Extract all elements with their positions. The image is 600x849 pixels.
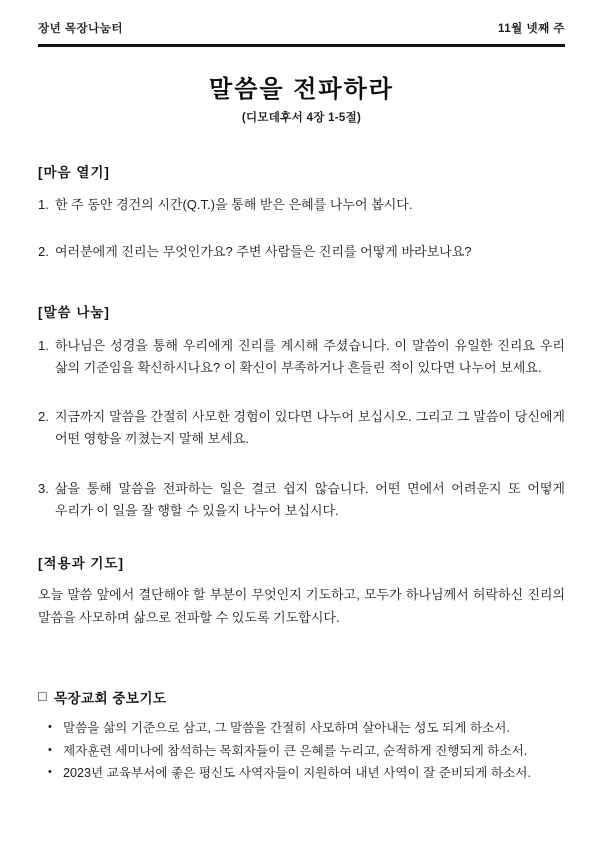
section-body-text: 오늘 말씀 앞에서 결단해야 할 부분이 무엇인지 기도하고, 모두가 하나님께서 허락하신 진리의 말씀을 사모하며 삶으로 전파할 수 있도록 기도합시다. bbox=[38, 586, 565, 625]
page-header bbox=[38, 20, 565, 47]
section-heading: [말씀 나눔] bbox=[38, 305, 110, 321]
header-left-label: 장년 목장나눔터 bbox=[38, 23, 123, 35]
item-number: 1. bbox=[38, 197, 49, 212]
item-text: 지금까지 말씀을 간절히 사모한 경험이 있다면 나누어 보십시오. 그리고 그 말씀이 당신에게 어떤 영향을 끼쳤는지 말해 보세요. bbox=[55, 409, 565, 447]
section-application-prayer bbox=[38, 552, 565, 630]
intercession-bullet-list bbox=[38, 717, 565, 784]
bullet-item bbox=[48, 717, 565, 739]
bullet-icon: • bbox=[48, 766, 52, 779]
list-item bbox=[38, 478, 565, 522]
bullet-text: 제자훈련 세미나에 참석하는 목회자들이 큰 은혜를 누리고, 순적하게 진행되게 하소서. bbox=[63, 743, 528, 758]
bullet-icon: • bbox=[48, 721, 52, 734]
section-heading: [마음 열기] bbox=[38, 165, 110, 180]
section-heading: [적용과 기도] bbox=[38, 555, 124, 571]
item-text: 하나님은 성경을 통해 우리에게 진리를 계시해 주셨습니다. 이 말씀이 유일한 진리요 우리 삶의 기준임을 확신하시나요? 이 확신이 부족하거나 흔들린 적이 있다면 나누어 보세요. bbox=[55, 338, 565, 376]
list-item bbox=[38, 194, 565, 216]
list-item bbox=[38, 335, 565, 379]
list-item bbox=[38, 241, 565, 263]
list-item bbox=[38, 406, 565, 450]
section-intercession bbox=[38, 687, 565, 784]
intercession-heading-label: 목장교회 중보기도 bbox=[53, 691, 167, 707]
checkbox-square-icon: □ bbox=[38, 688, 47, 705]
bullet-item bbox=[48, 762, 565, 784]
section-word-sharing bbox=[38, 301, 565, 522]
page-title: 말씀을 전파하라 bbox=[209, 76, 394, 103]
item-text: 한 주 동안 경건의 시간(Q.T.)을 통해 받은 은혜를 나누어 봅시다. bbox=[55, 197, 413, 212]
item-text: 여러분에게 진리는 무엇인가요? 주변 사람들은 진리를 어떻게 바라보나요? bbox=[55, 244, 472, 260]
title-block bbox=[38, 69, 565, 125]
item-number: 1. bbox=[38, 338, 49, 354]
item-number: 2. bbox=[38, 409, 49, 425]
bullet-text: 2023년 교육부서에 좋은 평신도 사역자들이 지원하여 내년 사역이 잘 준비되게 하소서. bbox=[63, 766, 531, 781]
header-right-label: 11월 넷째 주 bbox=[498, 23, 565, 35]
intercession-heading bbox=[38, 687, 565, 707]
item-number: 3. bbox=[38, 480, 49, 496]
bullet-icon: • bbox=[48, 743, 52, 756]
section-mind-opening bbox=[38, 161, 565, 263]
item-number: 2. bbox=[38, 244, 49, 260]
item-text: 삶을 통해 말씀을 전파하는 일은 결코 쉽지 않습니다. 어떤 면에서 어려운지 또 어떻게 우리가 이 일을 잘 행할 수 있을지 나누어 보십시다. bbox=[55, 480, 565, 518]
bullet-text: 말씀을 삶의 기준으로 삼고, 그 말씀을 간절히 사모하며 살아내는 성도 되게 하소서. bbox=[63, 721, 510, 736]
bullet-item bbox=[48, 740, 565, 762]
scripture-reference: (디모데후서 4장 1-5절) bbox=[241, 112, 362, 124]
